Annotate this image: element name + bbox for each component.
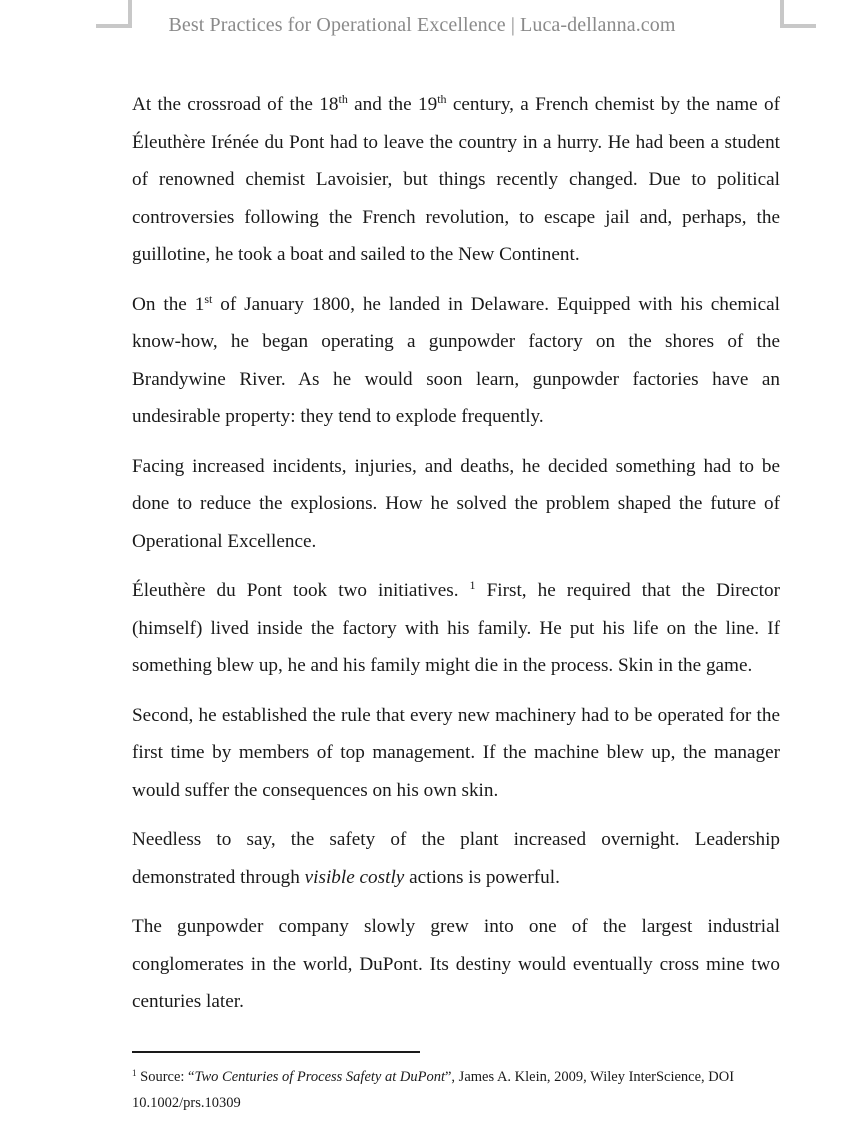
footnote-source-title: Two Centuries of Process Safety at DuPont <box>194 1069 445 1085</box>
paragraph-5: Second, he established the rule that every new machinery had to be operated for the first time by members of top management. If the machine blew up, the manager would suffer the consequences on his own skin. <box>132 704 780 801</box>
paragraph-3: Facing increased incidents, injuries, and deaths, he decided something had to be done to reduce the explosions. How he solved the problem shaped the future of Operational Excellence. <box>132 455 780 552</box>
paragraph-6: Needless to say, the safety of the plant increased overnight. Leadership demonstrated through visible costly actions is powerful. <box>132 829 780 888</box>
paragraph-7: The gunpowder company slowly grew into one of the largest industrial conglomerates in the world, DuPont. Its destiny would eventually cross mine two centuries later. <box>132 916 780 1012</box>
footnote-divider <box>132 1051 420 1053</box>
paragraph-4: Éleuthère du Pont took two initiatives. $^1$ First, he required that the Director (himself) lived inside the factory with his family. He put his life on the line. If something blew up, he and his family might die in the process. Skin in the game. <box>132 578 780 676</box>
paragraph-1: At the crossroad of the 18th and the 19th century, a French chemist by the name of Éleuthère Irénée du Pont had to leave the country in a hurry. He had been a student of renowned chemist Lavoisier, but things recently changed. Due to political controversies following the French revolution, to escape jail and, perhaps, the guillotine, he took a boat and sailed to the New Continent. <box>132 92 780 265</box>
footnote-reference[interactable]: 1 <box>469 578 476 592</box>
footnote: $^1$ Source: “Two Centuries of Process Safety at DuPont”, James A. Klein, 2009, Wiley InterScience, DOI 10.1002/prs.10309 <box>132 1068 735 1111</box>
body-text <box>132 86 780 1033</box>
footnote-number: 1 <box>132 1068 137 1078</box>
page-header: Best Practices for Operational Excellence | Luca-dellanna.com <box>168 14 676 36</box>
paragraph-2: On the 1st of January 1800, he landed in Delaware. Equipped with his chemical know-how, he began operating a gunpowder factory on the shores of the Brandywine River. As he would soon learn, gunpowder factories have an undesirable property: they tend to explode frequently. <box>132 291 780 427</box>
